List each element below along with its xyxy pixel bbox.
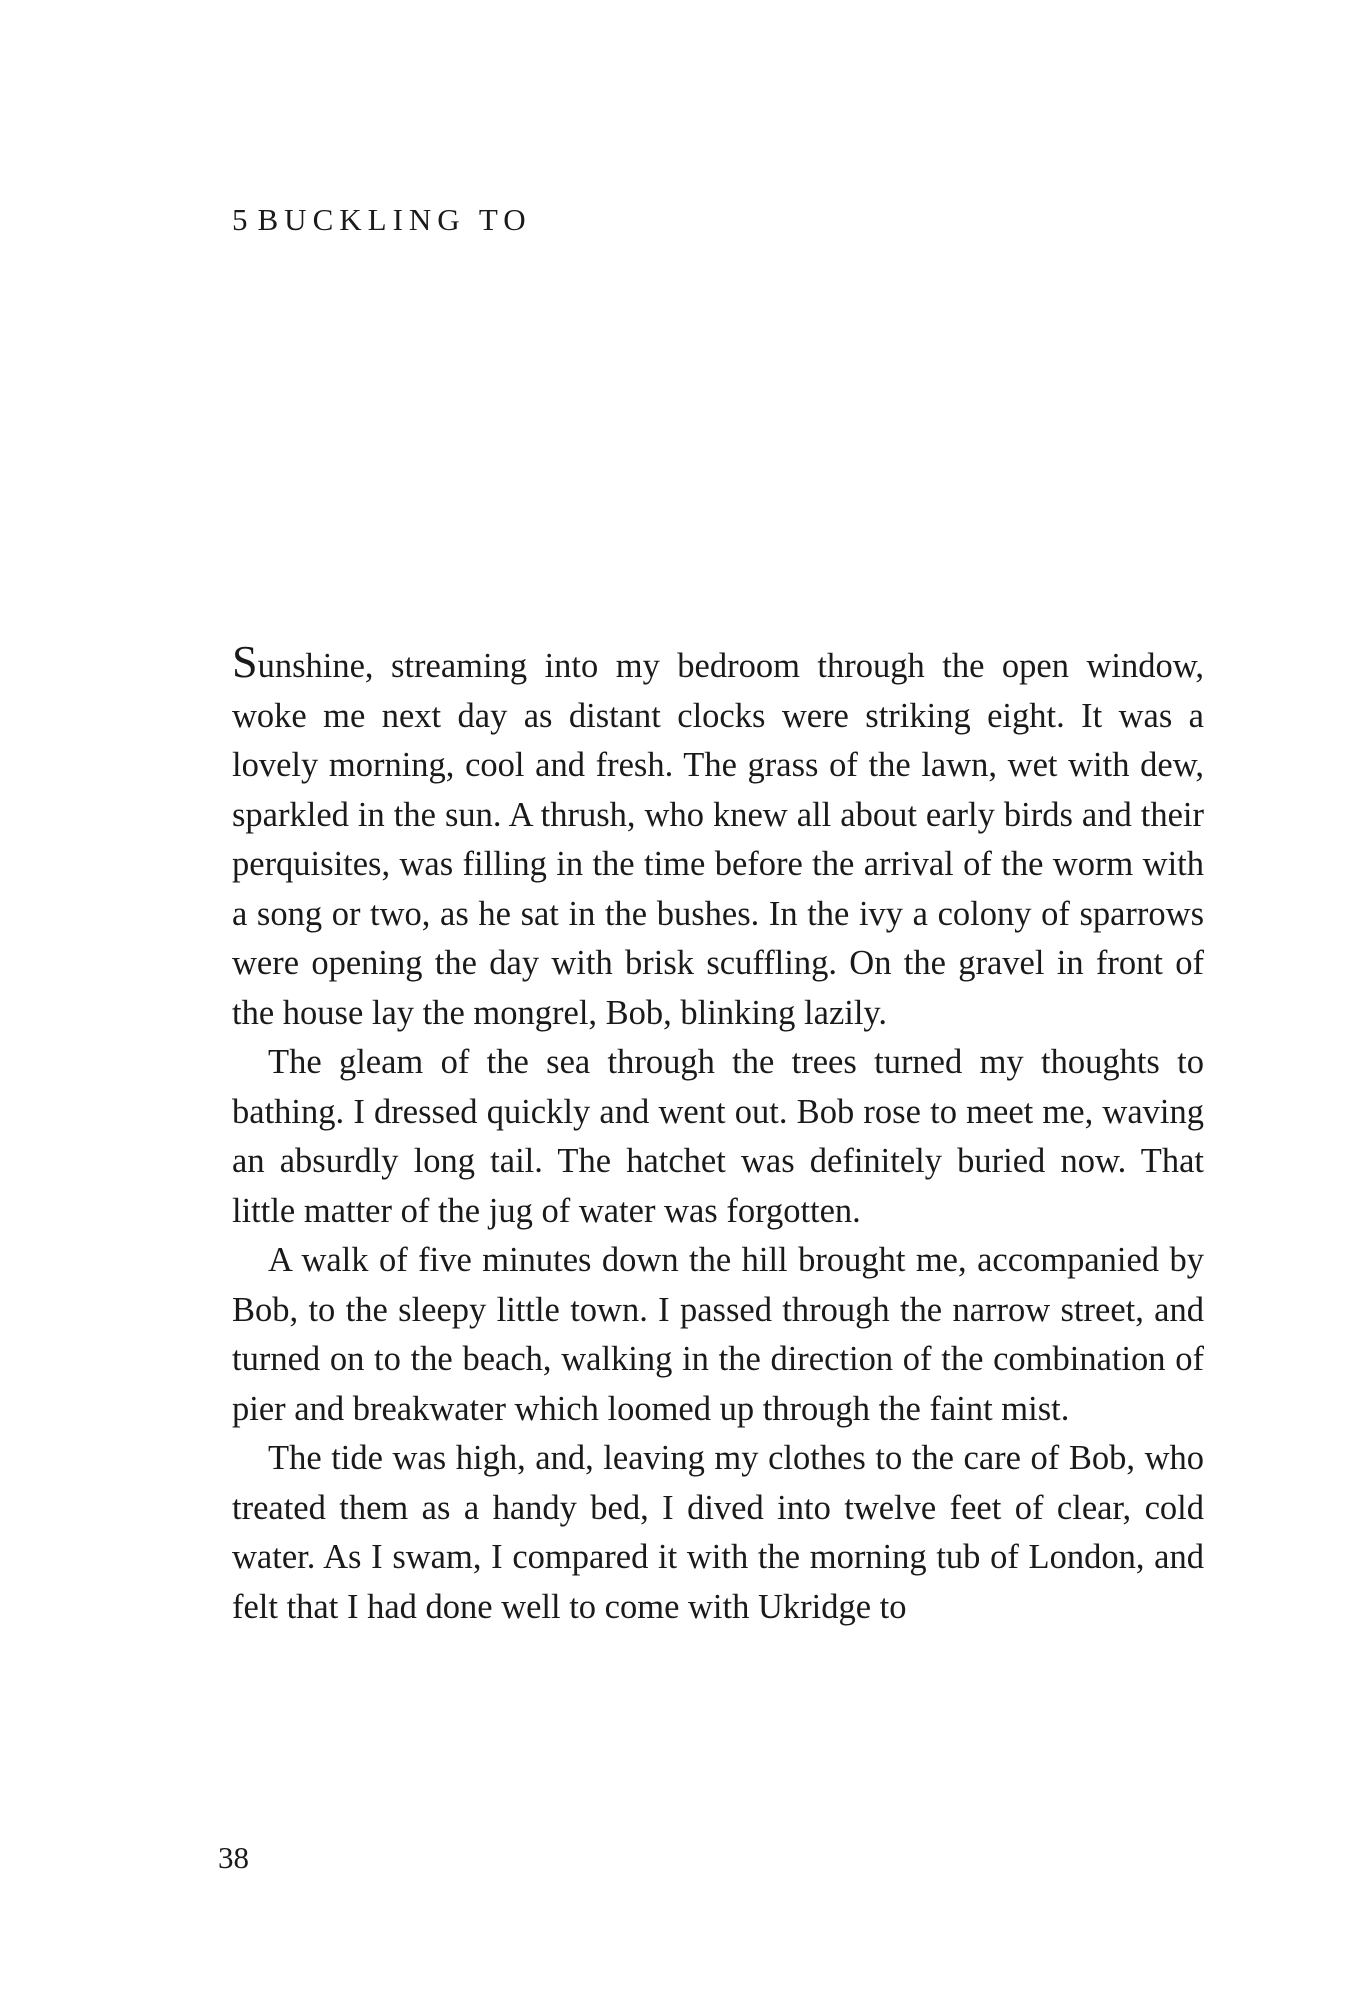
paragraph-3: A walk of five minutes down the hill brought me, accompanied by Bob, to the sleepy little town. I passed through the narrow street, and turned on to the beach, walking in the direction of the combination of pier and breakwater which loomed up through the faint mist. [232,1241,1204,1428]
chapter-title: BUCKLING TO [257,202,532,237]
paragraph-1 [232,636,1204,1038]
chapter-heading [232,200,532,240]
paragraph-4: The tide was high, and, leaving my clothes to the care of Bob, who treated them as a handy bed, I dived into twelve feet of clear, cold water. As I swam, I compared it with the morning tub of London, and felt that I had done well to come with Ukridge to [232,1439,1204,1626]
paragraph-2: The gleam of the sea through the trees turned my thoughts to bathing. I dressed quickly and went out. Bob rose to meet me, waving an absurdly long tail. The hatchet was definitely buried now. That little matter of the jug of water was forgotten. [232,1043,1204,1230]
drop-cap: S [232,636,258,687]
paragraph-text: unshine, streaming into my bedroom through the open window, woke me next day as distant clocks were striking eight. It was a lovely morning, cool and fresh. The grass of the lawn, wet with dew, sparkled in the sun. A thrush, who knew all about early birds and their perquisites, was filling in the time before the arrival of the worm with a song or two, as he sat in the bushes. In the ivy a colony of sparrows were opening the day with brisk scuffling. On the gravel in front of the house lay the mongrel, Bob, blinking lazily. [232,647,1204,1032]
page-number: 38 [218,1840,249,1875]
chapter-number: 5 [232,202,248,237]
body-text [232,636,1204,1632]
